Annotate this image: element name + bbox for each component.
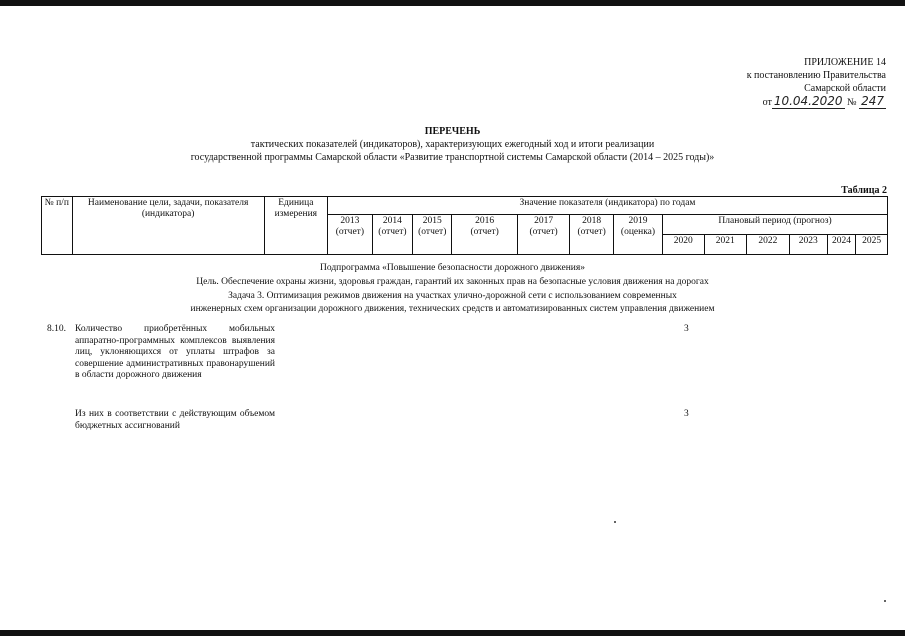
title-heading: ПЕРЕЧЕНЬ [424, 126, 481, 137]
plan-period-header: Плановый период (прогноз) [663, 215, 888, 235]
year-cell-2018: 2018 (отчет) [570, 215, 614, 255]
scan-speck [884, 600, 886, 602]
document-title [0, 125, 905, 164]
year-cell-2016: 2016 (отчет) [452, 215, 517, 255]
appendix-region: Самарской области [804, 83, 886, 94]
plan-year-2021: 2021 [704, 235, 747, 255]
row-number: 8.10. [47, 324, 66, 334]
title-line-1: тактических показателей (индикаторов), характеризующих ежегодный ход и итоги реализации [250, 139, 655, 150]
plan-year-2022: 2022 [747, 235, 790, 255]
col-number-header: № п/п [42, 197, 73, 255]
year-cell-2013: 2013 (отчет) [327, 215, 372, 255]
top-border [0, 0, 905, 6]
appendix-title: ПРИЛОЖЕНИЕ 14 [804, 57, 886, 68]
goal-text: Цель. Обеспечение охраны жизни, здоровья граждан, гарантий их законных прав на безопасные условия движения на дорогах [196, 277, 709, 287]
row-indicator-name: Количество приобретённых мобильных аппаратно-программных комплексов выявления лиц, уклоняющихся от уплаты штрафов за совершение административных правонарушений в области дорожного движения [75, 324, 275, 380]
row-indicator-name: Из них в соответствии с действующим объемом бюджетных ассигнований [75, 409, 275, 431]
col-name-header: Наименование цели, задачи, показателя (индикатора) [72, 197, 264, 255]
plan-year-2024: 2024 [827, 235, 855, 255]
appendix-date-line [686, 95, 886, 109]
plan-year-2020: 2020 [663, 235, 704, 255]
task-line-2: инженерных схем организации дорожного движения, технических средств и автоматизированных систем управления движением [190, 304, 715, 314]
bottom-border [0, 630, 905, 636]
subprogram-title: Подпрограмма «Повышение безопасности дорожного движения» [320, 263, 585, 273]
year-cell-2017: 2017 (отчет) [517, 215, 569, 255]
task-line-1: Задача 3. Оптимизация режимов движения на участках улично-дорожной сети с использованием современных [228, 291, 677, 301]
handwritten-number: 247 [861, 94, 884, 108]
appendix-header [686, 56, 886, 109]
year-cell-2014: 2014 (отчет) [372, 215, 412, 255]
date-prefix: от [762, 97, 772, 108]
handwritten-date: 10.04.2020 [773, 94, 843, 108]
appendix-resolution: к постановлению Правительства [746, 70, 886, 81]
indicator-table-header [41, 196, 888, 255]
year-cell-2019: 2019 (оценка) [613, 215, 662, 255]
col-unit-header: Единица измерения [264, 197, 327, 255]
year-cell-2015: 2015 (отчет) [413, 215, 452, 255]
table-label: Таблица 2 [841, 185, 887, 196]
row-value: 3 [684, 324, 689, 334]
col-values-header: Значение показателя (индикатора) по годам [327, 197, 887, 215]
number-prefix: № [847, 97, 857, 108]
title-line-2: государственной программы Самарской области «Развитие транспортной системы Самарской области (2014 – 2025 годы)» [190, 152, 715, 163]
plan-year-2023: 2023 [789, 235, 827, 255]
row-value: 3 [684, 409, 689, 419]
plan-year-2025: 2025 [856, 235, 888, 255]
scan-speck [614, 521, 616, 523]
